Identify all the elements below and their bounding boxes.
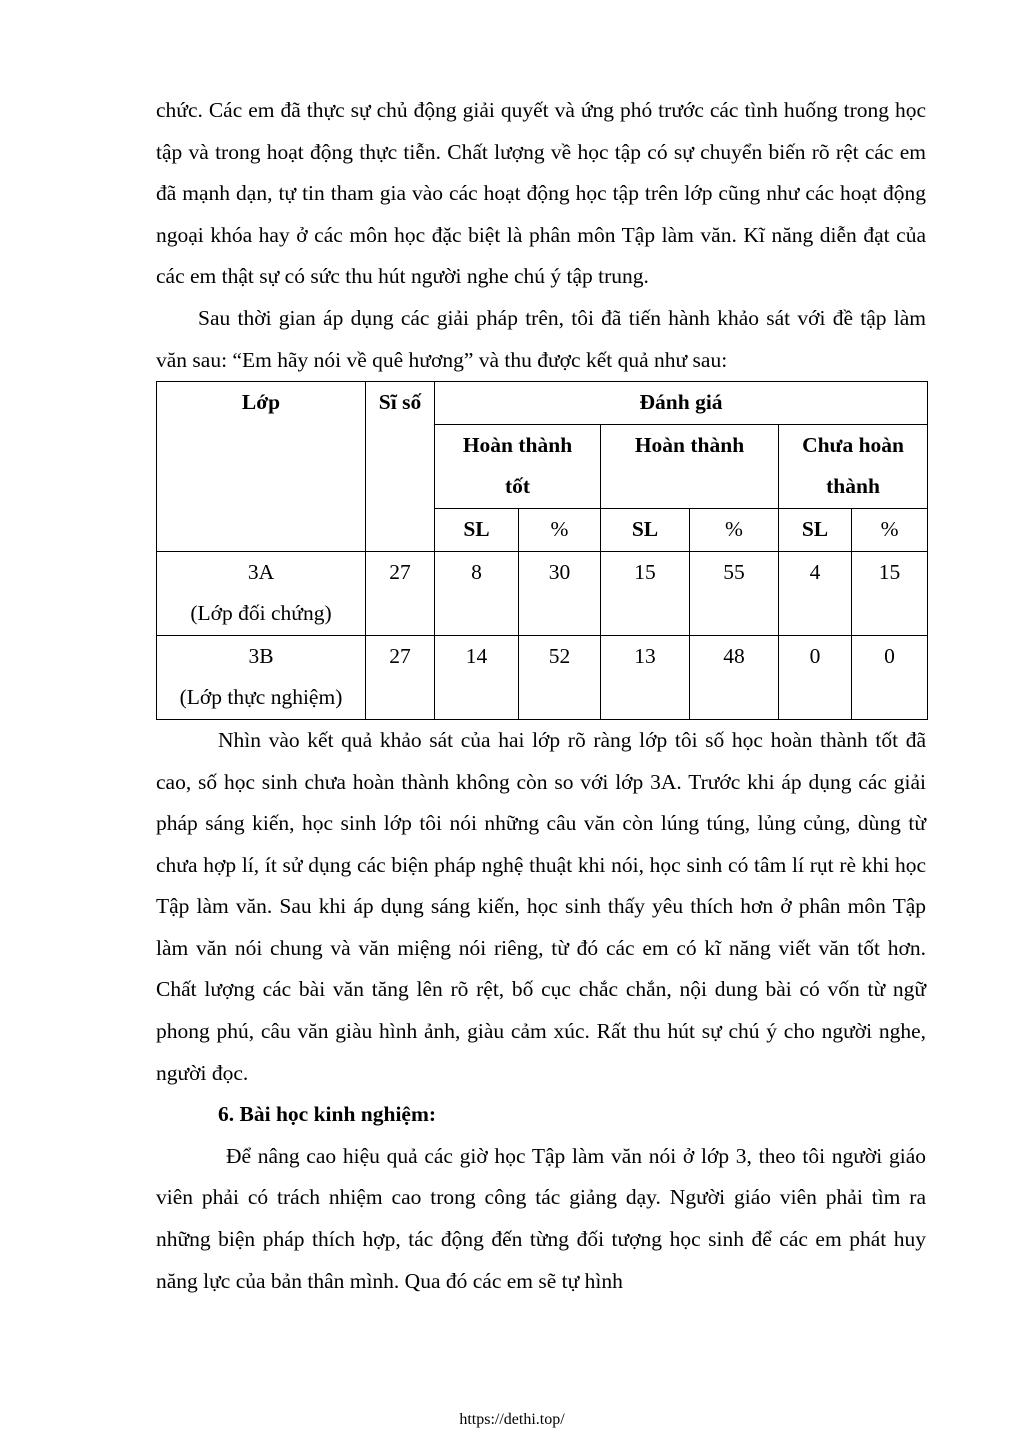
header-sl-excellent: SL (435, 508, 519, 551)
section-heading: 6. Bài học kinh nghiệm: (218, 1102, 437, 1127)
paragraph-results-analysis: Nhìn vào kết quả khảo sát của hai lớp rõ ràng lớp tôi số học hoàn thành tốt đã cao, số học sinh chưa hoàn thành không còn so với lớp 3A. Trước khi áp dụng các giải pháp sáng kiến, học sinh lớp tôi nói những câu văn còn lúng túng, lủng củng, dùng từ chưa hợp lí, ít sử dụng các biện pháp nghệ thuật khi nói, học sinh có tâm lí rụt rè khi học Tập làm văn. Sau khi áp dụng sáng kiến, học sinh thấy yêu thích hơn ở phân môn Tập làm văn nói chung và văn miệng nói riêng, từ đó các em có kĩ năng viết văn tốt hơn. Chất lượng các bài văn tăng lên rõ rệt, bố cục chắc chắn, nội dung bài có vốn từ ngữ phong phú, câu văn giàu hình ảnh, giàu cảm xúc. Rất thu hút sự chú ý cho người nghe, người đọc. (156, 727, 926, 1085)
paragraph-survey-intro: Sau thời gian áp dụng các giải pháp trên, tôi đã tiến hành khảo sát với đề tập làm văn sau: “Em hãy nói về quê hương” và thu được kết quả như sau: (156, 305, 926, 372)
cell-class (157, 635, 366, 719)
cell-incomplete-pct: 15 (852, 551, 928, 635)
header-excellent-line2: tốt (504, 474, 531, 499)
cell-excellent-pct: 30 (519, 551, 601, 635)
header-pct-excellent: % (519, 508, 601, 551)
header-size: Sĩ số (366, 382, 435, 551)
cell-excellent-pct: 52 (519, 635, 601, 719)
table-row (157, 635, 928, 719)
cell-complete-sl: 13 (601, 635, 690, 719)
header-pct-incomplete: % (852, 508, 928, 551)
header-class: Lớp (157, 382, 366, 551)
cell-class (157, 551, 366, 635)
header-incomplete-line2: thành (826, 474, 880, 499)
cell-incomplete-sl: 0 (779, 635, 852, 719)
header-excellent-line1: Hoàn thành (462, 432, 573, 457)
header-sl-complete: SL (601, 508, 690, 551)
footer-url: https://dethi.top/ (459, 1411, 565, 1428)
header-incomplete (779, 424, 928, 508)
class-name: 3B (248, 643, 274, 668)
header-evaluation: Đánh giá (435, 382, 928, 425)
cell-size: 27 (366, 635, 435, 719)
header-sl-incomplete: SL (779, 508, 852, 551)
cell-excellent-sl: 14 (435, 635, 519, 719)
class-note: (Lớp thực nghiệm) (179, 685, 343, 710)
paragraph-lessons: Để nâng cao hiệu quả các giờ học Tập làm văn nói ở lớp 3, theo tôi người giáo viên phải có trách nhiệm cao trong công tác giảng dạy. Người giáo viên phải tìm ra những biện pháp thích hợp, tác động đến từng đối tượng học sinh để các em phát huy năng lực của bản thân mình. Qua đó các em sẽ tự hình (156, 1143, 926, 1293)
cell-complete-sl: 15 (601, 551, 690, 635)
cell-excellent-sl: 8 (435, 551, 519, 635)
paragraph-intro: chức. Các em đã thực sự chủ động giải quyết và ứng phó trước các tình huống trong học tập và trong hoạt động thực tiễn. Chất lượng về học tập có sự chuyển biến rõ rệt các em đã mạnh dạn, tự tin tham gia vào các hoạt động học tập trên lớp cũng như các hoạt động ngoại khóa hay ở các môn học đặc biệt là phân môn Tập làm văn. Kĩ năng diễn đạt của các em thật sự có sức thu hút người nghe chú ý tập trung. (156, 98, 926, 289)
cell-size: 27 (366, 551, 435, 635)
table-header-row (157, 382, 928, 425)
header-complete: Hoàn thành (601, 424, 779, 508)
header-pct-complete: % (690, 508, 779, 551)
document-page (156, 90, 926, 1302)
survey-results-table (156, 381, 928, 720)
cell-complete-pct: 48 (690, 635, 779, 719)
cell-complete-pct: 55 (690, 551, 779, 635)
table-row (157, 551, 928, 635)
cell-incomplete-pct: 0 (852, 635, 928, 719)
cell-incomplete-sl: 4 (779, 551, 852, 635)
class-name: 3A (247, 559, 275, 584)
header-incomplete-line1: Chưa hoàn (802, 432, 904, 457)
class-note: (Lớp đối chứng) (190, 601, 332, 626)
header-excellent (435, 424, 601, 508)
